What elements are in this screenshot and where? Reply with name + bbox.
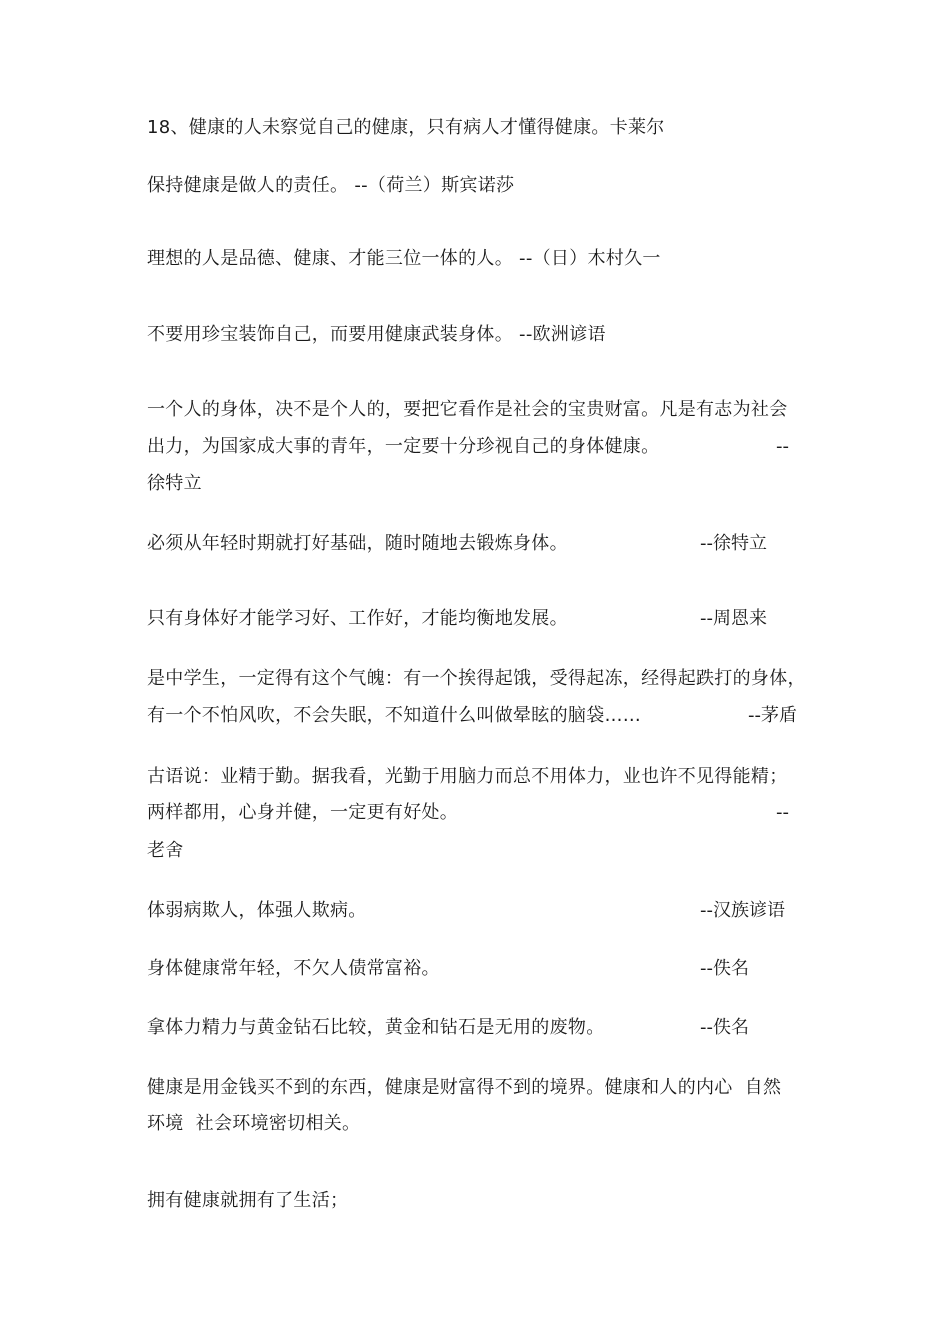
quote-xu-teli-author: 徐特立 — [147, 473, 202, 494]
quote-lao-she-line-2: 两样都用，心身并健，一定更有好处。 — [147, 802, 459, 823]
quote-mao-dun-line-1: 是中学生，一定得有这个气魄：有一个挨得起饿，受得起冻，经得起跌打的身体， — [147, 668, 806, 689]
quote-mao-dun-attribution: --茅盾 — [748, 705, 797, 726]
quote-xu-teli-2-attribution: --徐特立 — [700, 533, 767, 554]
paragraph-health-life: 拥有健康就拥有了生活； — [147, 1190, 349, 1211]
quote-zhou-enlai: 只有身体好才能学习好、工作好，才能均衡地发展。 — [147, 608, 568, 629]
quote-xu-teli-line-2: 出力，为国家成大事的青年，一定要十分珍视自己的身体健康。 — [147, 436, 660, 457]
quote-anonymous-1: 身体健康常年轻，不欠人债常富裕。 — [147, 958, 440, 979]
quote-lao-she-author: 老舍 — [147, 840, 184, 861]
quote-xu-teli-dash: -- — [776, 436, 789, 457]
quote-carlyle: 18、健康的人未察觉自己的健康，只有病人才懂得健康。卡莱尔 — [147, 117, 665, 138]
quote-xu-teli-2: 必须从年轻时期就打好基础，随时随地去锻炼身体。 — [147, 533, 568, 554]
quote-anonymous-2-attribution: --佚名 — [700, 1017, 749, 1038]
quote-han-proverb: 体弱病欺人，体强人欺病。 — [147, 900, 367, 921]
quote-han-proverb-attribution: --汉族谚语 — [700, 900, 785, 921]
quote-mao-dun-line-2: 有一个不怕风吹，不会失眠，不知道什么叫做晕眩的脑袋…… — [147, 705, 642, 726]
quote-lao-she-line-1: 古语说：业精于勤。据我看，光勤于用脑力而总不用体力，业也许不见得能精； — [147, 766, 788, 787]
paragraph-health-wealth-line-1: 健康是用金钱买不到的东西，健康是财富得不到的境界。健康和人的内心 自然 — [147, 1077, 782, 1098]
quote-anonymous-1-attribution: --佚名 — [700, 958, 749, 979]
quote-xu-teli-line-1: 一个人的身体，决不是个人的，要把它看作是社会的宝贵财富。凡是有志为社会 — [147, 399, 788, 420]
quote-european-proverb: 不要用珍宝装饰自己，而要用健康武装身体。 --欧洲谚语 — [147, 324, 606, 345]
paragraph-health-wealth-line-2: 环境 社会环境密切相关。 — [147, 1113, 361, 1134]
quote-zhou-enlai-attribution: --周恩来 — [700, 608, 767, 629]
quote-kimura: 理想的人是品德、健康、才能三位一体的人。 --（日）木村久一 — [147, 248, 661, 269]
quote-anonymous-2: 拿体力精力与黄金钻石比较，黄金和钻石是无用的废物。 — [147, 1017, 605, 1038]
quote-spinoza: 保持健康是做人的责任。 --（荷兰）斯宾诺莎 — [147, 175, 515, 196]
quote-lao-she-dash: -- — [776, 802, 789, 823]
